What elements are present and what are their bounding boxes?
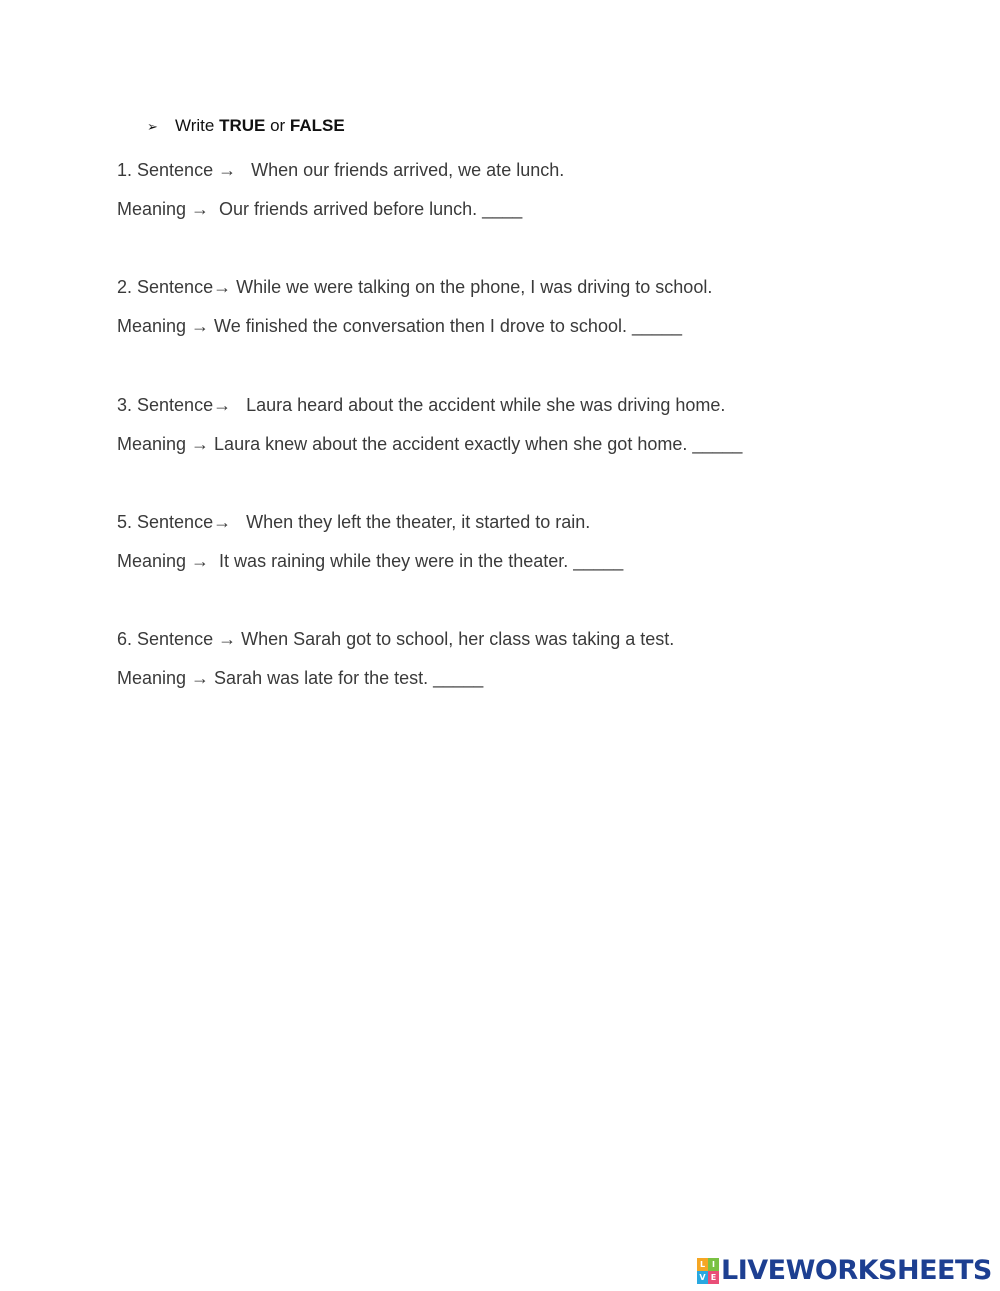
item-6-sentence: 6. Sentence → When Sarah got to school, her class was taking a test. — [117, 629, 675, 649]
instruction-line — [147, 116, 345, 136]
item-1-sentence: 1. Sentence → When our friends arrived, we ate lunch. — [117, 160, 565, 180]
item-5-meaning: Meaning → It was raining while they were in the theater. _____ — [117, 551, 624, 571]
instruction-middle: or — [265, 116, 290, 135]
item-3-sentence: 3. Sentence→ Laura heard about the accident while she was driving home. — [117, 395, 726, 415]
logo-badge-icon — [697, 1258, 719, 1284]
item-1-meaning: Meaning → Our friends arrived before lunch. ____ — [117, 199, 523, 219]
logo-badge-e: E — [708, 1271, 719, 1284]
instruction-false-word: FALSE — [289, 116, 345, 135]
logo-badge-v: V — [697, 1271, 708, 1284]
item-2-sentence: 2. Sentence→ While we were talking on the phone, I was driving to school. — [117, 277, 713, 297]
arrow-bullet-icon: ➢ — [147, 119, 158, 134]
item-3-meaning: Meaning → Laura knew about the accident exactly when she got home. _____ — [117, 434, 743, 454]
item-2-meaning: Meaning → We finished the conversation then I drove to school. _____ — [117, 316, 683, 336]
liveworksheets-logo — [697, 1256, 992, 1286]
logo-badge-i: I — [708, 1258, 719, 1271]
item-5-sentence: 5. Sentence→ When they left the theater, it started to rain. — [117, 512, 591, 532]
logo-text: LIVEWORKSHEETS — [721, 1255, 992, 1286]
logo-badge-l: L — [697, 1258, 708, 1271]
instruction-true-word: TRUE — [219, 116, 266, 135]
item-6-meaning: Meaning → Sarah was late for the test. _____ — [117, 668, 484, 688]
instruction-prefix: Write — [175, 116, 220, 135]
